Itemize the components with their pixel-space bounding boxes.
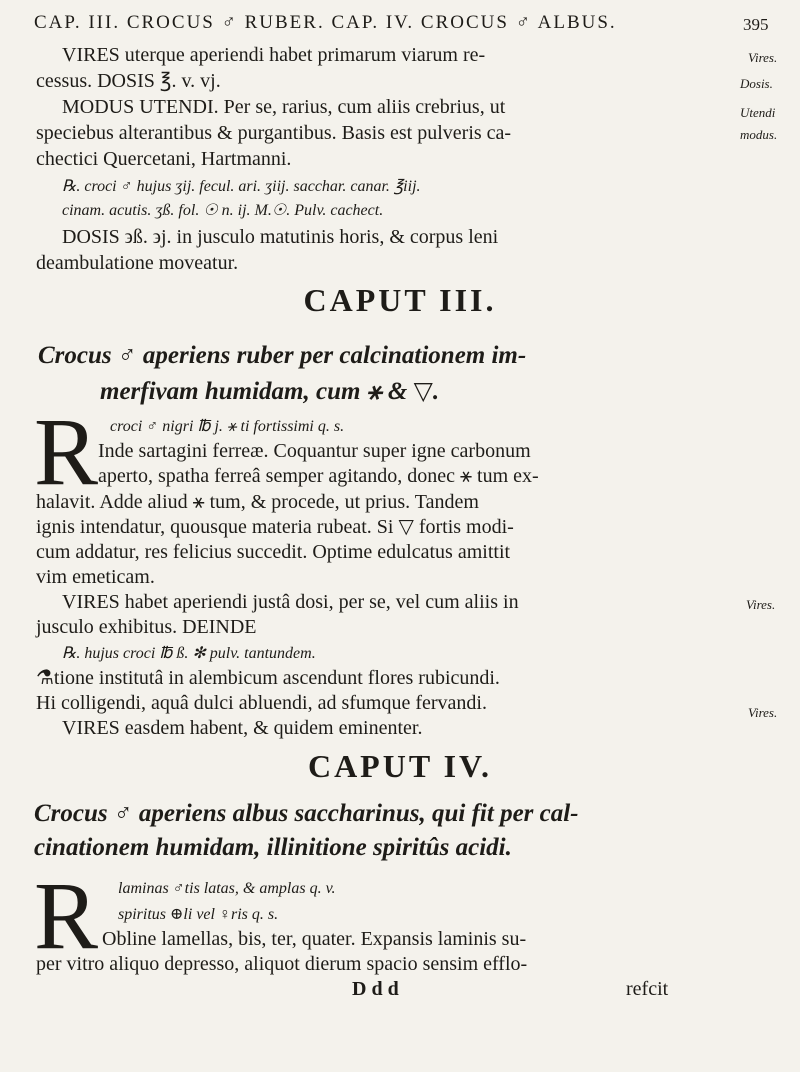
chapter-heading: CAPUT III. bbox=[303, 282, 497, 318]
margin-note: Vires. bbox=[746, 597, 776, 612]
drop-cap: R bbox=[34, 398, 99, 505]
recipe-line: ℞. hujus croci ℔ ß. ✻ pulv. tantundem. bbox=[62, 645, 316, 662]
running-head: CAP. III. CROCUS ♂ RUBER. CAP. IV. CROCUS ♂ ALBUS. bbox=[34, 12, 617, 33]
text-line: Inde sartagini ferreæ. Coquantur super igne carbonum bbox=[98, 440, 531, 462]
recipe-line: laminas ♂tis latas, & amplas q. v. bbox=[118, 880, 336, 897]
text-line: vim emeticam. bbox=[36, 566, 155, 588]
text-line: Hi colligendi, aquâ dulci abluendi, ad sfumque fervandi. bbox=[36, 692, 487, 714]
chapter-title-line: cinationem humidam, illinitione spiritûs acidi. bbox=[34, 834, 512, 861]
recipe-line: spiritus ⊕li vel ♀ris q. s. bbox=[118, 906, 279, 923]
margin-note: Vires. bbox=[748, 50, 778, 65]
text-line: ignis intendatur, quousque materia rubeat. Si ▽ fortis modi- bbox=[36, 516, 514, 538]
text-line: cum addatur, res felicius succedit. Optime edulcatus amittit bbox=[36, 541, 511, 563]
margin-note: Vires. bbox=[748, 705, 778, 720]
text-line: DOSIS ϶ß. ϶j. in jusculo matutinis horis, & corpus leni bbox=[62, 226, 499, 248]
chapter-title-line: Crocus ♂ aperiens albus saccharinus, qui fit per cal- bbox=[34, 800, 579, 827]
text-line: VIRES easdem habent, & quidem eminenter. bbox=[62, 717, 423, 739]
text-line: cessus. DOSIS ℥. v. vj. bbox=[36, 70, 221, 92]
text-line: per vitro aliquo depresso, aliquot dierum spacio sensim efflo- bbox=[36, 953, 528, 975]
text-line: Obline lamellas, bis, ter, quater. Expansis laminis su- bbox=[102, 928, 527, 950]
text-line: jusculo exhibitus. DEINDE bbox=[36, 616, 257, 638]
drop-cap: R bbox=[34, 862, 99, 969]
chapter-heading: CAPUT IV. bbox=[307, 748, 493, 784]
text-line: MODUS UTENDI. Per se, rarius, cum aliis crebrius, ut bbox=[62, 96, 506, 118]
text-line: VIRES habet aperiendi justâ dosi, per se, vel cum aliis in bbox=[62, 591, 519, 613]
text-line: halavit. Adde aliud ⚹ tum, & procede, ut prius. Tandem bbox=[36, 491, 479, 513]
text-line: aperto, spatha ferreâ semper agitando, donec ⚹ tum ex- bbox=[98, 465, 539, 487]
margin-note: Dosis. bbox=[740, 76, 773, 91]
page-number: 395 bbox=[743, 15, 769, 34]
catchword: refcit bbox=[626, 978, 669, 1000]
text-line: speciebus alterantibus & purgantibus. Basis est pulveris ca- bbox=[36, 122, 512, 144]
recipe-line: ℞. croci ♂ hujus ʒij. fecul. ari. ʒiij. sacchar. canar. ℥iij. bbox=[62, 178, 421, 195]
chapter-title-line: Crocus ♂ aperiens ruber per calcinationem im- bbox=[38, 342, 527, 369]
text-line: deambulatione moveatur. bbox=[36, 252, 239, 274]
margin-note: Utendi modus. bbox=[740, 105, 778, 142]
recipe-line: croci ♂ nigri ℔ j. ⚹ ti fortissimi q. s. bbox=[110, 418, 345, 435]
text-line: ⚗tione institutâ in alembicum ascendunt flores rubicundi. bbox=[36, 667, 500, 689]
recipe-line: cinam. acutis. ʒß. fol. ☉ n. ij. M.☉. Pulv. cachect. bbox=[62, 202, 384, 219]
text-line: VIRES uterque aperiendi habet primarum viarum re- bbox=[62, 44, 486, 66]
chapter-title-line: merfivam humidam, cum ⚹ & ▽. bbox=[100, 378, 440, 405]
signature-mark: D d d bbox=[352, 978, 399, 1000]
text-line: chectici Quercetani, Hartmanni. bbox=[36, 148, 292, 170]
